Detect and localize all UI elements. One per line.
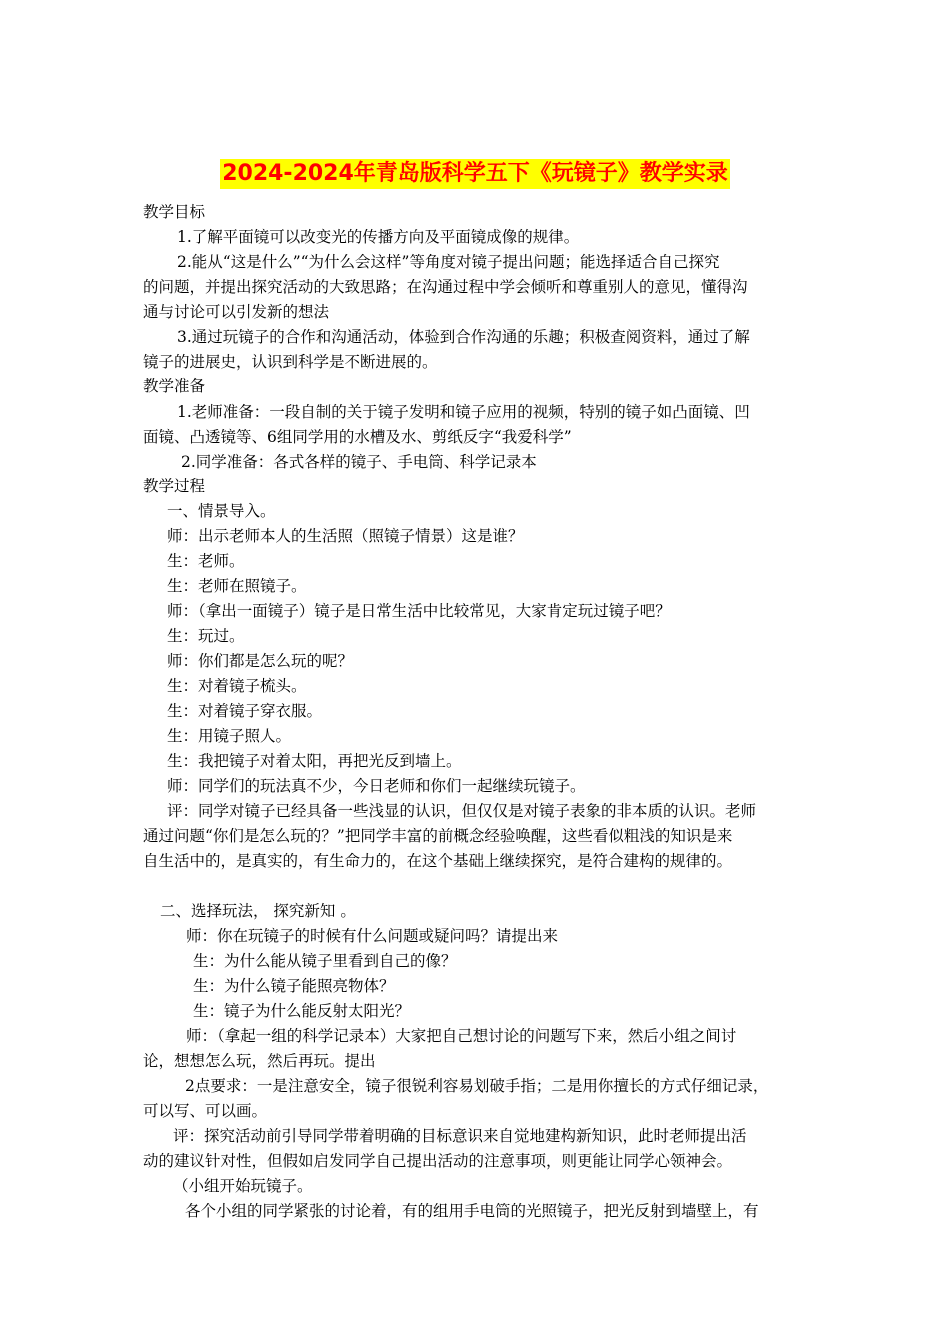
- dialogue-line: 生：玩过。: [167, 627, 245, 645]
- section-heading-objectives: 教学目标: [143, 203, 206, 221]
- paragraph-line: 1.老师准备：一段自制的关于镜子发明和镜子应用的视频，特别的镜子如凸面镜、凹: [177, 403, 750, 421]
- dialogue-line: 师：同学们的玩法真不少，今日老师和你们一起继续玩镜子。: [167, 777, 586, 795]
- paragraph-line: 2点要求：一是注意安全，镜子很锐利容易划破手指；二是用你擅长的方式仔细记录，: [185, 1077, 769, 1095]
- paragraph-line: 2.同学准备：各式各样的镜子、手电筒、科学记录本: [181, 453, 537, 471]
- subheading: 一、情景导入。: [167, 502, 276, 520]
- dialogue-line: 生：老师在照镜子。: [167, 577, 307, 595]
- dialogue-line: 生：为什么镜子能照亮物体？: [193, 977, 395, 995]
- comment-line: 通过问题“你们是怎么玩的？”把同学丰富的前概念经验唤醒，这些看似粗浅的知识是来: [143, 827, 733, 845]
- section-heading-process: 教学过程: [143, 477, 206, 495]
- paragraph-line: 面镜、凸透镜等、6组同学用的水槽及水、剪纸反字“我爱科学”: [143, 428, 572, 446]
- comment-line: 动的建议针对性，但假如启发同学自己提出活动的注意事项，则更能让同学心领神会。: [143, 1152, 733, 1170]
- subheading: 二、选择玩法， 探究新知 。: [160, 902, 356, 920]
- paragraph-line: 的问题，并提出探究活动的大致思路；在沟通过程中学会倾听和尊重别人的意见，懂得沟: [143, 278, 748, 296]
- dialogue-line: 师：（拿出一面镜子）镜子是日常生活中比较常见，大家肯定玩过镜子吧？: [167, 602, 671, 620]
- paragraph-line: 通与讨论可以引发新的想法: [143, 303, 330, 321]
- dialogue-line: 师：出示老师本人的生活照（照镜子情景）这是谁？: [167, 527, 524, 545]
- paragraph-line: 1.了解平面镜可以改变光的传播方向及平面镜成像的规律。: [177, 228, 580, 246]
- paragraph-line: 镜子的进展史，认识到科学是不断进展的。: [143, 353, 438, 371]
- dialogue-line: 生：对着镜子梳头。: [167, 677, 307, 695]
- dialogue-line: 论，想想怎么玩，然后再玩。提出: [143, 1052, 376, 1070]
- paragraph-line: 各个小组的同学紧张的讨论着，有的组用手电筒的光照镜子，把光反射到墙壁上，有: [185, 1202, 759, 1220]
- comment-line: 自生活中的，是真实的，有生命力的，在这个基础上继续探究，是符合建构的规律的。: [143, 852, 733, 870]
- comment-line: 评：探究活动前引导同学带着明确的目标意识来自觉地建构新知识，此时老师提出活: [173, 1127, 747, 1145]
- dialogue-line: 生：镜子为什么能反射太阳光？: [193, 1002, 411, 1020]
- dialogue-line: 师：你在玩镜子的时候有什么问题或疑问吗？请提出来: [186, 927, 559, 945]
- dialogue-line: 生：为什么能从镜子里看到自己的像？: [193, 952, 457, 970]
- paragraph-line: （小组开始玩镜子。: [173, 1177, 313, 1195]
- comment-line: 评：同学对镜子已经具备一些浅显的认识，但仅仅是对镜子表象的非本质的认识。老师: [167, 802, 757, 820]
- dialogue-line: 生：用镜子照人。: [167, 727, 292, 745]
- section-heading-preparation: 教学准备: [143, 377, 206, 395]
- dialogue-line: 生：对着镜子穿衣服。: [167, 702, 323, 720]
- dialogue-line: 师：你们都是怎么玩的呢？: [167, 652, 354, 670]
- dialogue-line: 生：我把镜子对着太阳，再把光反到墙上。: [167, 752, 462, 770]
- paragraph-line: 2.能从“这是什么”“为什么会这样”等角度对镜子提出问题；能选择适合自己探究: [177, 253, 720, 271]
- paragraph-line: 3.通过玩镜子的合作和沟通活动，体验到合作沟通的乐趣；积极查阅资料，通过了解: [177, 328, 750, 346]
- dialogue-line: 师：（拿起一组的科学记录本）大家把自己想讨论的问题写下来，然后小组之间讨: [186, 1027, 737, 1045]
- document-title: 2024-2024年青岛版科学五下《玩镜子》教学实录: [220, 159, 730, 189]
- dialogue-line: 生：老师。: [167, 552, 245, 570]
- paragraph-line: 可以写、可以画。: [143, 1102, 268, 1120]
